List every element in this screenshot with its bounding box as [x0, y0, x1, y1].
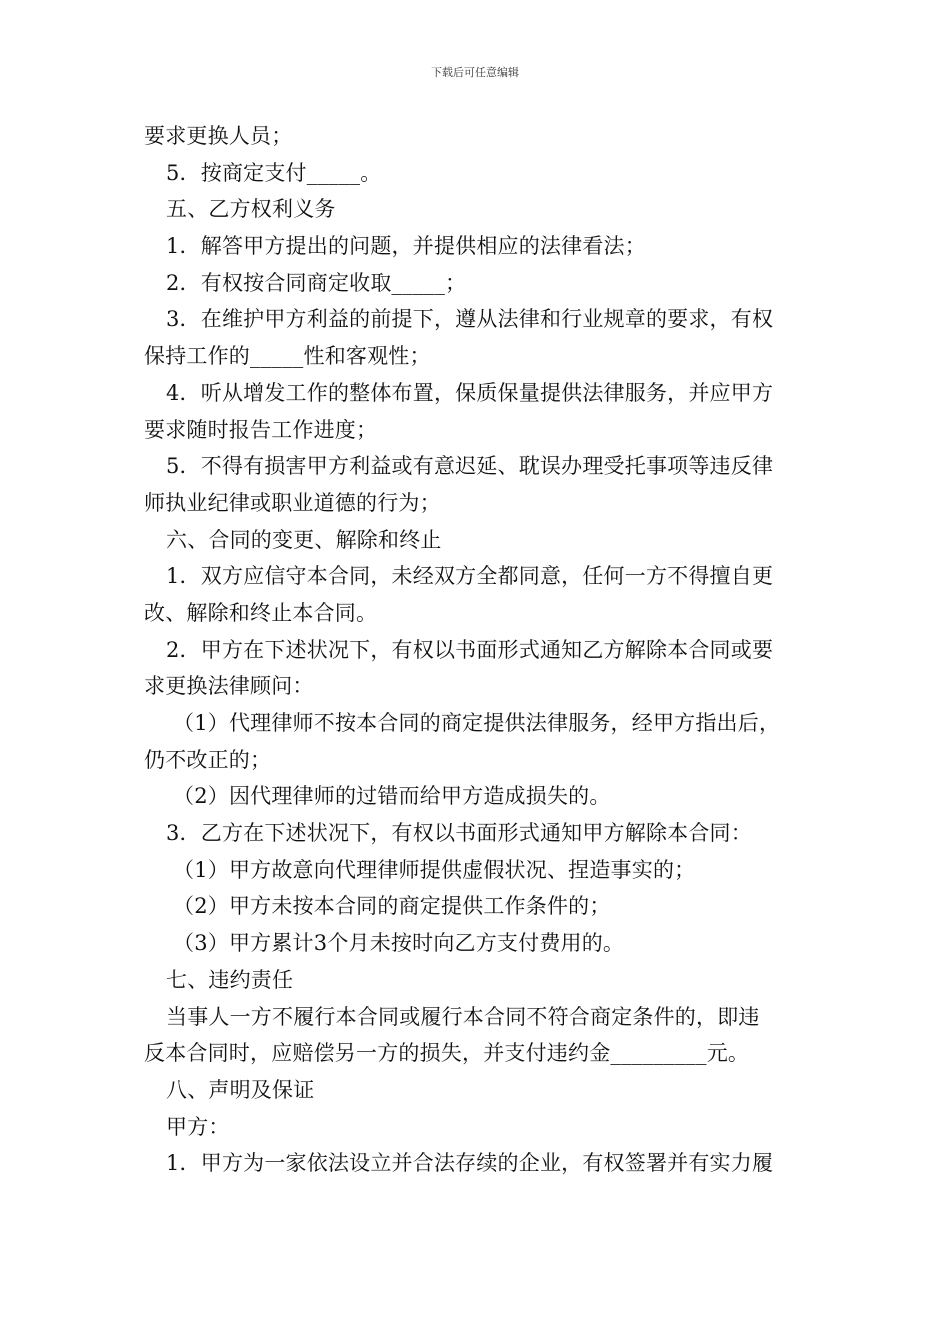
- text-line: 3．乙方在下述状况下，有权以书面形式通知甲方解除本合同：: [166, 821, 752, 846]
- text-line: 1．甲方为一家依法设立并合法存续的企业，有权签署并有实力履: [166, 1151, 774, 1176]
- text-line: 求更换法律顾问：: [144, 674, 314, 699]
- text-line: 甲方：: [166, 1114, 230, 1139]
- page-header: 下载后可任意编辑: [431, 66, 519, 79]
- text-line: 1．解答甲方提出的问题，并提供相应的法律看法；: [166, 234, 646, 259]
- text-line: 改、解除和终止本合同。: [144, 600, 378, 625]
- text-line: 七、违约责任: [166, 967, 294, 992]
- document-body: [144, 118, 814, 1182]
- text-line: 5．不得有损害甲方利益或有意迟延、耽误办理受托事项等违反律: [166, 454, 774, 479]
- text-line: 要求更换人员；: [144, 124, 293, 148]
- text-line: （2）甲方未按本合同的商定提供工作条件的；: [173, 894, 611, 919]
- text-line: 八、声明及保证: [166, 1077, 315, 1102]
- text-line: 师执业纪律或职业道德的行为；: [144, 490, 441, 515]
- text-line: 保持工作的_____性和客观性；: [144, 344, 431, 369]
- text-line: 要求随时报告工作进度；: [144, 417, 378, 442]
- text-line: 当事人一方不履行本合同或履行本合同不符合商定条件的，即违: [166, 1004, 760, 1029]
- text-line: 1．双方应信守本合同，未经双方全都同意，任何一方不得擅自更: [166, 564, 774, 589]
- text-line: 仍不改正的；: [144, 747, 272, 772]
- text-line: 4．听从增发工作的整体布置，保质保量提供法律服务，并应甲方: [166, 380, 774, 405]
- text-line: （1）代理律师不按本合同的商定提供法律服务，经甲方指出后，: [173, 711, 781, 735]
- text-line: 六、合同的变更、解除和终止: [166, 527, 442, 552]
- text-line: 5．按商定支付_____。: [166, 160, 382, 185]
- text-line: 2．有权按合同商定收取_____；: [166, 270, 467, 295]
- text-line: （3）甲方累计3个月未按时向乙方支付费用的。: [173, 931, 625, 956]
- text-line: 3．在维护甲方利益的前提下，遵从法律和行业规章的要求，有权: [166, 307, 774, 332]
- text-line: （1）甲方故意向代理律师提供虚假状况、捏造事实的；: [173, 857, 696, 882]
- text-line: 2．甲方在下述状况下，有权以书面形式通知乙方解除本合同或要: [166, 637, 774, 662]
- text-line: 五、乙方权利义务: [166, 197, 336, 222]
- text-line: （2）因代理律师的过错而给甲方造成损失的。: [173, 784, 611, 809]
- text-line: 反本合同时，应赔偿另一方的损失，并支付违约金_________元。: [144, 1041, 750, 1066]
